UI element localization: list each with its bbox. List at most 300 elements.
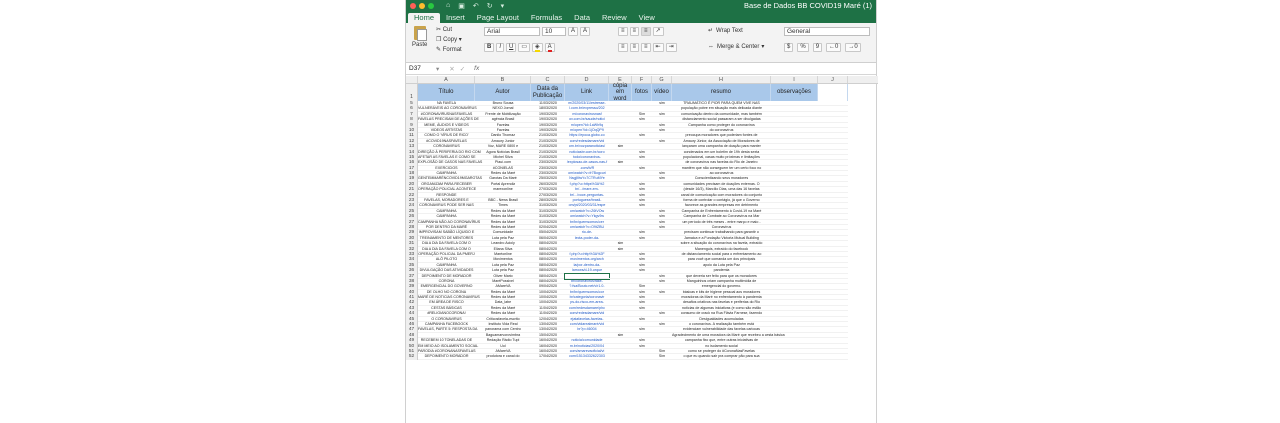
cell-b[interactable]: Redes da Maré <box>475 220 531 225</box>
row-number[interactable]: 34 <box>406 257 418 262</box>
cell-d[interactable]: .com/b/R <box>565 166 609 171</box>
cell-a[interactable]: POR DENTRO DA MARÉ <box>418 225 475 230</box>
cell-b[interactable]: marexonline <box>475 187 531 192</box>
cell-h[interactable]: mantém que não conseguem ter um certo foco no <box>672 166 771 171</box>
cell-h[interactable]: Desigualdades acumuladas <box>672 317 771 322</box>
cell-f[interactable]: sim <box>632 252 652 257</box>
row-number[interactable]: 13 <box>406 144 418 149</box>
cell-f[interactable]: sim <box>632 198 652 203</box>
cell-g[interactable]: sim <box>652 171 672 176</box>
cell-f[interactable]: sim <box>632 117 652 122</box>
cell-j[interactable] <box>818 354 848 359</box>
cell-a[interactable]: EMERGENCIAL DO GOVERNO <box>418 284 475 289</box>
cell-h[interactable]: Manguinhos criam campanha multimídia de <box>672 279 771 284</box>
cell-a[interactable]: RECEBEM 10 TONELADAS DE <box>418 338 475 343</box>
select-all-corner[interactable] <box>406 76 418 83</box>
cell-c[interactable]: 21/03/2020 <box>531 133 565 138</box>
cell-c[interactable]: 21/03/2020 <box>531 139 565 144</box>
cell-c[interactable]: 11/04/2020 <box>531 306 565 311</box>
row-number[interactable]: 48 <box>406 333 418 338</box>
cell-h[interactable]: Agradecimento de uma moradora da Maré que recebeu a cesta básica <box>672 332 785 337</box>
cell-d[interactable]: om/watch?v=Z6tVOw <box>565 209 609 214</box>
cell-b[interactable]: Michel Silva <box>475 155 531 160</box>
format-painter-button[interactable] <box>436 46 462 53</box>
align-left-button[interactable]: ≡ <box>618 43 628 52</box>
cell-d[interactable]: com/amarevaoficial/vi <box>565 349 609 354</box>
cell-h[interactable]: Campanha como proteger do coronavírus <box>672 123 771 128</box>
row-number[interactable]: 37 <box>406 274 418 279</box>
cell-d[interactable]: https://epoca.globo.co <box>565 133 609 138</box>
cell-g[interactable]: sim <box>652 290 672 295</box>
row-number[interactable]: 24 <box>406 203 418 208</box>
cell-a[interactable]: #CORONAVIRUSNASFAVELAS <box>418 112 475 117</box>
comma-style-button[interactable]: 9 <box>813 43 822 52</box>
cell-d[interactable]: com/redesdamare/phc <box>565 306 609 311</box>
cell-d[interactable]: /explosao-de-casos-nas-f <box>566 160 608 165</box>
cell-c[interactable]: 25/03/2020 <box>531 176 565 181</box>
row-number[interactable]: 52 <box>406 354 418 359</box>
cell-e[interactable]: sim <box>609 333 632 338</box>
row-number[interactable]: 41 <box>406 295 418 300</box>
cell-b[interactable]: Maréonline <box>475 252 531 257</box>
cell-f[interactable]: sim <box>632 338 652 343</box>
cell-a[interactable]: DEPOIMENTO MORADOR <box>418 354 475 359</box>
row-number[interactable]: 20 <box>406 182 418 187</box>
cell-e[interactable]: sim <box>609 144 632 149</box>
column-header[interactable]: B <box>475 76 531 83</box>
cell-g[interactable]: sim <box>652 128 672 133</box>
cell-h[interactable]: canal de comunicação com moradores do conjunto <box>672 193 771 198</box>
cell-b[interactable]: Redação Rádio Tupi <box>475 338 531 343</box>
cell-b[interactable]: Garotas Da Maré <box>475 176 531 181</box>
cell-b[interactable]: Favelas <box>475 123 531 128</box>
cell-g[interactable]: Sim <box>652 349 672 354</box>
cell-b[interactable]: MaréPossivel <box>475 279 531 284</box>
minimize-window-button[interactable] <box>419 3 425 9</box>
cell-f[interactable] <box>632 354 652 359</box>
row-number[interactable]: 44 <box>406 311 418 316</box>
row-number[interactable]: 45 <box>406 317 418 322</box>
cell-d[interactable]: br/.../mare-em- <box>565 187 609 192</box>
row-number[interactable]: 26 <box>406 214 418 219</box>
cell-a[interactable]: O CORONAVIRUS <box>418 317 475 322</box>
cell-b[interactable]: Oliver Mario <box>475 274 531 279</box>
cell-c[interactable]: 17/04/2020 <box>531 354 565 359</box>
tab-view[interactable]: View <box>638 13 655 22</box>
header-cell[interactable]: resumo <box>672 84 771 101</box>
cell-f[interactable]: Sim <box>632 112 652 117</box>
cell-b[interactable]: Redes da Maré <box>475 225 531 230</box>
cell-c[interactable]: 05/04/2020 <box>531 230 565 235</box>
cell-a[interactable]: FAVELAS, PARTE 5: RESPOSTA DA <box>418 327 478 332</box>
copy-button[interactable]: ❐ Copy ▾ <box>436 37 462 43</box>
cell-a[interactable]: #COVID19NASFAVELAS <box>418 139 475 144</box>
cell-d[interactable]: noticia/comunidade <box>565 338 609 343</box>
row-number[interactable]: 8 <box>406 117 418 122</box>
cell-a[interactable]: TREINAMENTO DE MENTORES <box>419 235 474 240</box>
cell-b[interactable]: panorama com Centro <box>475 327 531 332</box>
row-number[interactable]: 51 <box>406 349 418 354</box>
cell-d[interactable]: om/pt/2020/03/31/espe <box>565 203 609 208</box>
cell-b[interactable]: NEXO Jornal <box>475 106 531 111</box>
cell-h[interactable]: evidenciam vulnerabilidade das favelas cariocas <box>672 327 771 332</box>
align-top-button[interactable]: ≡ <box>618 27 628 36</box>
cell-d[interactable]: com/redesdamare/vid <box>565 311 609 316</box>
cell-a[interactable]: CORONAVIRUS PODE SER NAS <box>419 203 474 208</box>
cell-d[interactable]: br/categoria/coronavir <box>565 295 609 300</box>
cell-c[interactable]: 19/03/2020 <box>531 117 565 122</box>
cell-a[interactable]: DIVULGAÇÃO DAS ATIVIDADES <box>419 268 474 273</box>
decrease-decimal-button[interactable]: →0 <box>845 43 860 52</box>
cell-d[interactable]: m/2020/03/11/estresse- <box>565 101 609 106</box>
function-icon[interactable]: fx <box>474 65 480 72</box>
fill-color-button[interactable] <box>532 43 543 52</box>
cell-a[interactable]: AFETAR AS FAVELAS E COMO SE <box>418 154 476 159</box>
cell-f[interactable]: sim <box>632 295 652 300</box>
cell-h[interactable]: desafios criativos nas favelas e periferias do Rio <box>672 300 771 305</box>
column-header[interactable]: D <box>565 76 609 83</box>
cell-h[interactable]: que deveria ser feito para que os moradores <box>672 274 771 279</box>
column-header[interactable]: A <box>418 76 475 83</box>
row-number[interactable]: 14 <box>406 150 418 155</box>
row-number[interactable]: 49 <box>406 338 418 343</box>
cell-h[interactable]: distanciamento social passaram a ser divulgadas <box>672 117 771 122</box>
column-header[interactable]: C <box>531 76 565 83</box>
cell-f[interactable]: sim <box>632 193 652 198</box>
cell-h[interactable]: população pobre em situação mais delicada diante <box>672 106 771 111</box>
cell-b[interactable]: Eliana Silva <box>475 247 531 252</box>
increase-decimal-button[interactable]: ←0 <box>826 43 841 52</box>
cell-h[interactable]: de distanciamento social para o enfrentamento ao <box>672 252 771 257</box>
cell-b[interactable]: Danilo Thomaz <box>475 133 531 138</box>
cell-c[interactable]: 11/03/2020 <box>531 101 565 106</box>
cell-h[interactable]: Jamaica e a Fundação Victoria Mutual Building <box>672 236 771 241</box>
cell-a[interactable]: IMPROVISAM SABÃO LÍQUIDO E <box>418 230 475 235</box>
cell-d[interactable]: br?p=46004 <box>565 327 609 332</box>
cell-b[interactable]: Redes da Maré <box>475 311 531 316</box>
cell-c[interactable]: 28/03/2020 <box>531 198 565 203</box>
cell-b[interactable]: Redes da Maré <box>475 171 531 176</box>
cell-h[interactable]: moradoras da Maré no enfrentamento à pandemia <box>672 295 771 300</box>
cell-d[interactable]: larrows/d-19-orque <box>565 268 609 273</box>
cell-h[interactable]: básicas e kits de higiene pessoal aos moradores <box>672 290 771 295</box>
cell-h[interactable]: lançaram uma campanha de doação para manter <box>672 144 771 149</box>
cell-b[interactable]: Voz, MARE 0800 e <box>475 144 531 149</box>
row-number[interactable]: 27 <box>406 220 418 225</box>
cell-f[interactable]: sim <box>632 306 652 311</box>
number-format-select[interactable]: General <box>784 27 870 36</box>
cell-h[interactable]: Amaury Júnior, da Associação de Moradores de <box>672 139 771 144</box>
cell-d[interactable]: NsgjMwYc7CTRuMYe <box>565 176 609 181</box>
cell-c[interactable]: 27/03/2020 <box>531 193 565 198</box>
cell-c[interactable]: 12/04/2020 <box>531 317 565 322</box>
cell-d[interactable]: om/watch?v=O9tZBU <box>565 225 609 230</box>
decrease-indent-button[interactable]: ⇤ <box>653 43 664 52</box>
cell-d[interactable]: om.br/vozparanoticias/ <box>565 144 609 149</box>
cell-c[interactable]: 08/04/2020 <box>531 263 565 268</box>
cell-c[interactable]: 23/03/2020 <box>531 160 565 165</box>
cell-f[interactable]: sim <box>632 300 652 305</box>
cell-c[interactable]: 19/03/2020 <box>531 123 565 128</box>
cell-a[interactable]: CAMPANHA <box>418 263 475 268</box>
cell-d[interactable]: rio-de- <box>565 230 609 235</box>
cell-d[interactable]: ps-do-risco-em-area- <box>565 300 609 305</box>
row-number[interactable]: 40 <box>406 290 418 295</box>
close-window-button[interactable] <box>410 3 416 9</box>
cell-d[interactable]: m.br/noticias/2020/04 <box>565 344 609 349</box>
cell-e[interactable] <box>609 354 632 359</box>
cell-b[interactable]: AMareVA <box>475 284 531 289</box>
cell-f[interactable]: sim <box>632 150 652 155</box>
cell-a[interactable]: MARÉ DE NOTICIAS CORONAVIRUS <box>418 295 480 300</box>
align-middle-button[interactable]: ≡ <box>630 27 640 36</box>
cell-f[interactable]: sim <box>632 155 652 160</box>
tab-insert[interactable]: Insert <box>446 13 465 22</box>
cell-b[interactable]: Amaury Junior <box>475 139 531 144</box>
cell-d[interactable]: lecta-poder-da- <box>565 236 609 241</box>
cell-a[interactable]: GENTEMMARÉNCOVID19MGAROTAS <box>418 176 483 181</box>
cell-a[interactable]: DE OLHO NO CORONA <box>418 290 475 295</box>
increase-indent-button[interactable]: ⇥ <box>666 43 677 52</box>
cell-f[interactable]: Sim <box>632 284 652 289</box>
cell-e[interactable]: sim <box>609 160 632 165</box>
row-number[interactable]: 7 <box>406 112 418 117</box>
row-number[interactable]: 21 <box>406 187 418 192</box>
shrink-font-button[interactable]: A <box>580 27 590 36</box>
cell-h[interactable]: do coronavírus <box>672 128 771 133</box>
row-number[interactable]: 15 <box>406 155 418 160</box>
cell-c[interactable]: 31/03/2020 <box>531 209 565 214</box>
cell-b[interactable]: Portal Aprendiz <box>475 182 531 187</box>
cell-c[interactable]: 21/03/2020 <box>531 150 565 155</box>
align-right-button[interactable]: ≡ <box>641 43 651 52</box>
cell-c[interactable]: 16/04/2020 <box>531 349 565 354</box>
name-box[interactable]: D37 <box>409 65 421 72</box>
row-number[interactable]: 23 <box>406 198 418 203</box>
cell-a[interactable]: OPERAÇÃO POLICIAL ACONTECE <box>418 187 477 192</box>
cell-f[interactable]: sim <box>632 166 652 171</box>
header-cell[interactable]: observações <box>771 84 818 101</box>
cell-a[interactable]: EM ÁREA DE RISCO <box>418 300 475 305</box>
cell-a[interactable]: DEPOIMENTO DE MORADOR <box>418 274 475 279</box>
align-bottom-button[interactable]: ≡ <box>641 27 651 36</box>
cell-b[interactable]: Baguamarvorovimbra <box>475 333 531 338</box>
row-number[interactable]: 9 <box>406 123 418 128</box>
cell-b[interactable]: Redes da Maré <box>475 209 531 214</box>
cell-b[interactable]: Uol <box>475 344 531 349</box>
row-number[interactable]: 47 <box>406 327 418 332</box>
cell-d[interactable]: ejatafavelas-favelas- <box>565 317 609 322</box>
cell-f[interactable]: sim <box>632 290 652 295</box>
cell-b[interactable]: Redes da Maré <box>475 214 531 219</box>
cell-c[interactable]: 13/04/2020 <box>531 322 565 327</box>
cell-b[interactable]: produtora e canal do <box>475 354 531 359</box>
merge-center-button[interactable] <box>708 43 764 50</box>
cell-a[interactable]: RESPONDE <box>418 193 475 198</box>
cell-a[interactable]: EXPLOSÃO DE CASOS NAS FAVELAS <box>418 160 483 165</box>
cell-d[interactable]: noticiasbr.com.br/coro <box>565 150 609 155</box>
cell-a[interactable]: CORONAVIRUS <box>418 144 475 149</box>
cell-b[interactable]: Frente de Mobilização <box>475 112 531 117</box>
cell-d[interactable]: m/open?id=1jOqQP9 <box>565 128 609 133</box>
cell-g[interactable]: sim <box>652 225 672 230</box>
home-icon[interactable]: ⌂ <box>446 2 451 9</box>
cell-a[interactable]: CAMPANHA NÃO AO CORONAVÍRUS <box>418 219 481 224</box>
orientation-button[interactable]: ↗ <box>653 27 664 36</box>
cell-h[interactable]: Coronavírus <box>672 225 771 230</box>
cell-b[interactable]: #CONIELAS <box>475 166 531 171</box>
cell-a[interactable]: CAMPANHA <box>418 171 475 176</box>
cell-g[interactable]: Sim <box>652 354 672 359</box>
cell-d[interactable]: ov.com.br/saude/notici <box>565 117 609 122</box>
cell-f[interactable]: sim <box>632 317 652 322</box>
cell-f[interactable]: sim <box>632 268 652 273</box>
cell-b[interactable]: Instituto Vida Real <box>475 322 531 327</box>
row-number[interactable]: 39 <box>406 284 418 289</box>
cell-b[interactable]: Times <box>475 203 531 208</box>
cut-button[interactable] <box>436 26 452 33</box>
cell-c[interactable]: 13/04/2020 <box>531 327 565 332</box>
font-color-button[interactable] <box>545 43 555 52</box>
cell-b[interactable]: Movimentos <box>475 257 531 262</box>
cell-g[interactable]: sim <box>652 139 672 144</box>
header-cell[interactable]: cópia em word <box>609 84 632 101</box>
row-number[interactable]: 29 <box>406 230 418 235</box>
align-center-button[interactable]: ≡ <box>630 43 640 52</box>
save-icon[interactable]: ▣ <box>458 3 465 10</box>
cell-h[interactable]: comunicação dentro da comunidade, mas também <box>672 112 771 117</box>
row-number[interactable]: 28 <box>406 225 418 230</box>
customize-toolbar-icon[interactable]: ▾ <box>500 3 505 10</box>
zoom-window-button[interactable] <box>428 3 434 9</box>
cell-c[interactable]: 19/03/2020 <box>531 112 565 117</box>
cell-a[interactable]: CAMPANHA FACEBOOCK <box>418 322 475 327</box>
cell-d[interactable]: l.com.br/expresso/202 <box>565 106 609 111</box>
cell-d[interactable]: com/15134332622303 <box>565 354 609 359</box>
font-name-select[interactable]: Arial <box>484 27 540 36</box>
row-number[interactable]: 16 <box>406 160 418 165</box>
cell-c[interactable]: 21/03/2020 <box>531 155 565 160</box>
cell-g[interactable]: sim <box>652 311 672 316</box>
cell-d[interactable]: br/.../voce-perguntas- <box>565 193 609 198</box>
cell-g[interactable]: sim <box>652 101 672 106</box>
cell-b[interactable]: Criticosfavela-escrito <box>475 317 531 322</box>
currency-format-button[interactable] <box>784 43 793 52</box>
cell-h[interactable]: campanha fixo que, entre outras iniciativas de <box>672 338 771 343</box>
cell-b[interactable]: agência Brasil <box>475 117 531 122</box>
cell-c[interactable]: 11/04/2020 <box>531 311 565 316</box>
tab-review[interactable]: Review <box>602 13 627 22</box>
cell-c[interactable]: 10/04/2020 <box>531 295 565 300</box>
cell-g[interactable]: sim <box>652 176 672 181</box>
cell-a[interactable]: ALÔ PILOTO <box>418 257 475 262</box>
font-size-select[interactable]: 10 <box>542 27 566 36</box>
cell-g[interactable]: sim <box>652 220 672 225</box>
borders-button[interactable] <box>518 43 530 52</box>
cell-f[interactable]: sim <box>632 187 652 192</box>
cell-c[interactable]: 08/04/2020 <box>531 257 565 262</box>
cell-g[interactable]: sim <box>652 209 672 214</box>
row-number[interactable]: 38 <box>406 279 418 284</box>
cell-h[interactable]: ao coronavírus <box>672 171 771 176</box>
cell-a[interactable]: FAVELAS PRECISAM DE AÇÕES DE <box>418 117 479 122</box>
cell-c[interactable]: 15/04/2020 <box>531 333 565 338</box>
cell-a[interactable]: DIA A DIA DA FAVELA COM O <box>418 241 475 246</box>
cell-g[interactable]: sim <box>652 112 672 117</box>
cell-b[interactable]: Redes da Maré <box>475 290 531 295</box>
cell-f[interactable]: sim <box>632 257 652 262</box>
cell-h[interactable]: Campanha de Enfrentamento à Covid-19 na Maré <box>672 209 771 214</box>
cell-d[interactable]: movimentos.org/arch <box>565 257 609 262</box>
empty-cell[interactable] <box>818 84 848 101</box>
cell-d[interactable]: om/watch?v=fr7Bogcuri <box>565 171 609 176</box>
cell-c[interactable]: 08/04/2020 <box>531 279 565 284</box>
cell-g[interactable]: sim <box>652 322 672 327</box>
formula-input[interactable] <box>485 64 876 74</box>
row-number[interactable]: 33 <box>406 252 418 257</box>
cell-a[interactable]: DIA A DIA DA FAVELA COM O <box>418 247 475 252</box>
cell-c[interactable]: 06/04/2020 <box>531 236 565 241</box>
cell-f[interactable]: sim <box>632 133 652 138</box>
cell-f[interactable]: sim <box>632 327 652 332</box>
cell-b[interactable]: AMareVA <box>475 349 531 354</box>
cell-d[interactable]: br/br/quemsomos/cor <box>565 290 609 295</box>
cell-e[interactable]: sim <box>609 247 632 252</box>
cell-c[interactable]: 18/03/2020 <box>531 106 565 111</box>
column-header[interactable]: G <box>652 76 672 83</box>
cell-h[interactable]: o que eu quando sair pra comprar pão para sua <box>672 354 771 359</box>
header-cell[interactable]: Autor <box>475 84 531 101</box>
cell-c[interactable]: 02/04/2020 <box>531 225 565 230</box>
cell-f[interactable]: sim <box>632 230 652 235</box>
header-cell[interactable]: Link <box>565 84 609 101</box>
cell-a[interactable]: VIDEOS ARTISTAS <box>418 128 475 133</box>
cell-e[interactable]: sim <box>609 241 632 246</box>
cell-a[interactable]: EXERCICIOS <box>418 166 475 171</box>
underline-button[interactable]: U <box>506 43 516 52</box>
paste-button[interactable] <box>412 26 427 48</box>
cell-h[interactable]: Manenguis, extraído do facebook <box>672 247 771 252</box>
cell-a[interactable]: DIREÇÃO À PERIFERIA DO RIO COM <box>418 149 481 154</box>
cell-c[interactable]: 31/03/2020 <box>531 203 565 208</box>
cell-h[interactable]: sobre a situação do coronavírus na favela, extraído <box>672 241 771 246</box>
row-number[interactable]: 32 <box>406 247 418 252</box>
row-number[interactable]: 12 <box>406 139 418 144</box>
wrap-text-button[interactable] <box>708 27 743 34</box>
cell-c[interactable]: 10/04/2020 <box>531 300 565 305</box>
cell-d[interactable]: ?.fsa/Boutc.net/v/r1.0- <box>565 284 609 289</box>
row-number[interactable]: 19 <box>406 176 418 181</box>
cell-b[interactable]: Luta pela Paz <box>475 263 531 268</box>
row-number[interactable]: 6 <box>406 106 418 111</box>
row-number[interactable]: 17 <box>406 166 418 171</box>
cell-h[interactable]: Conscientizando seus moradores <box>672 176 771 181</box>
cell-g[interactable]: sim <box>652 274 672 279</box>
cell-h[interactable]: consumo de crack na Rua Flávia Farnese, fazendo <box>672 311 771 316</box>
row-number[interactable]: 50 <box>406 344 418 349</box>
cell-h[interactable]: no isolamento social <box>672 344 771 349</box>
cell-g[interactable]: sim <box>652 214 672 219</box>
header-cell[interactable]: Título <box>418 84 475 101</box>
italic-button[interactable]: I <box>496 43 504 52</box>
cell-d[interactable]: br/br/quemsomos/cer <box>565 220 609 225</box>
cell-d[interactable]: com/redesdamare/vid <box>565 139 609 144</box>
cell-b[interactable]: BBC - News Brasil <box>475 198 531 203</box>
cell-f[interactable]: sim <box>632 263 652 268</box>
row-number[interactable]: 36 <box>406 268 418 273</box>
row-number[interactable]: 10 <box>406 128 418 133</box>
cell-a[interactable]: EM MEIO AO ISOLAMENTO SOCIAL <box>418 343 479 348</box>
